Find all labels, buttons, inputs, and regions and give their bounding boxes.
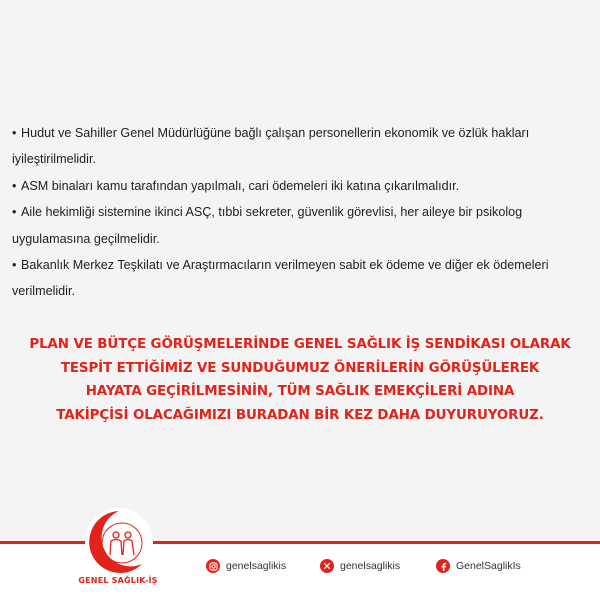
statement-line: TESPİT ETTİĞİMİZ VE SUNDUĞUMUZ ÖNERİLERİN GÖRÜŞÜLEREK [60, 360, 540, 376]
brand-name: GENEL SAĞLIK-İŞ [78, 576, 158, 585]
social-instagram-link[interactable] [206, 558, 286, 574]
statement-line: HAYATA GEÇİRİLMESİNİN, TÜM SAĞLIK EMEKÇİLERİ ADINA [85, 384, 515, 399]
bullet-text: uygulamasına geçilmelidir. [12, 231, 160, 246]
bullet-item-continued [12, 146, 588, 172]
bullet-list [12, 120, 588, 305]
bullet-item [12, 120, 588, 146]
x-handle: genelsaglikis [340, 560, 401, 572]
facebook-icon [436, 559, 450, 573]
instagram-icon [206, 559, 220, 573]
bullet-text: ASM binaları kamu tarafından yapılmalı, cari ödemeleri iki katına çıkarılmalıdır. [21, 178, 460, 193]
bullet-item-continued [12, 278, 588, 304]
union-logo [84, 507, 154, 577]
bullet-item [12, 173, 588, 199]
bullet-item-continued [12, 226, 588, 252]
bullet-text: Hudut ve Sahiller Genel Müdürlüğüne bağlı çalışan personellerin ekonomik ve özlük hakları [21, 126, 530, 140]
statement-line: TAKİPÇİSİ OLACAĞIMIZI BURADAN BİR KEZ DAHA DUYURUYORUZ. [56, 407, 544, 423]
crescent-people-logo-icon [84, 507, 154, 577]
instagram-handle: genelsaglikis [226, 560, 287, 572]
bullet-text: Aile hekimliği sistemine ikinci ASÇ, tıbbi sekreter, güvenlik görevlisi, her aileye bir psikolog [21, 205, 523, 220]
social-facebook-link[interactable] [436, 558, 521, 574]
bullet-text: verilmelidir. [12, 284, 75, 299]
bullet-dot: • [12, 126, 17, 140]
statement-line: PLAN VE BÜTÇE GÖRÜŞMELERİNDE GENEL SAĞLIK İŞ SENDİKASI OLARAK [29, 337, 571, 352]
facebook-handle: GenelSaglikIs [456, 560, 521, 572]
announcement-statement [14, 333, 586, 427]
bullet-dot: • [12, 178, 17, 193]
bullet-item [12, 199, 588, 225]
bullet-dot: • [12, 258, 17, 273]
bullet-item [12, 252, 588, 278]
bullet-text: iyileştirilmelidir. [12, 152, 96, 167]
bullet-text: Bakanlık Merkez Teşkilatı ve Araştırmacıların verilmeyen sabit ek ödeme ve diğer ek ödemeleri [21, 258, 549, 273]
x-icon [320, 559, 334, 573]
bullet-dot: • [12, 205, 17, 220]
social-x-link[interactable] [320, 558, 400, 574]
